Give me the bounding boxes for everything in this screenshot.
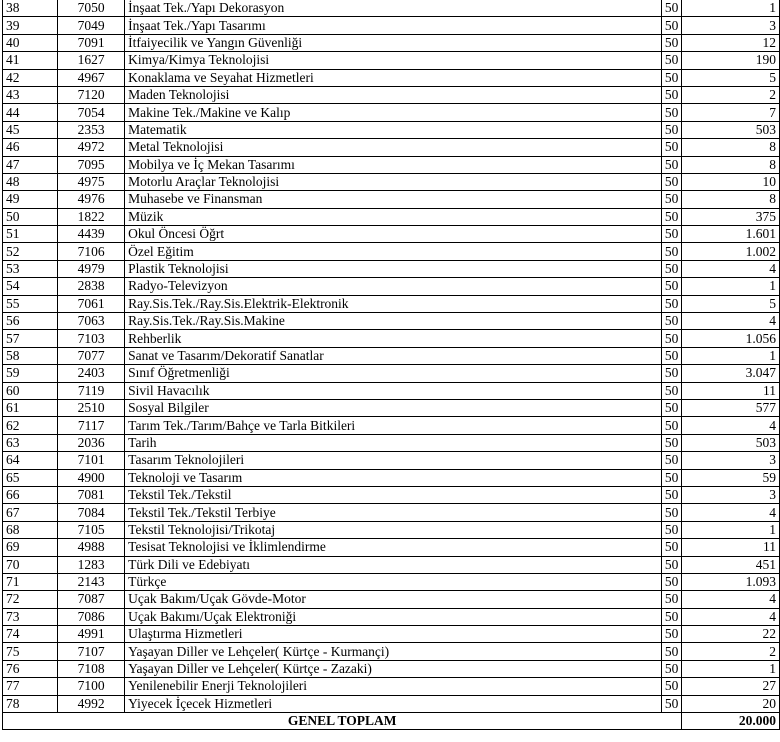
program-name: Uçak Bakımı/Uçak Elektroniği: [125, 608, 662, 625]
table-row: [3, 17, 780, 34]
program-code: 2353: [58, 121, 125, 138]
quota-value: 50: [661, 504, 682, 521]
table-row: [3, 486, 780, 503]
count-value: 8: [682, 156, 780, 173]
table-row: [3, 504, 780, 521]
row-number: 56: [3, 313, 58, 330]
program-code: 7063: [58, 313, 125, 330]
count-value: 12: [682, 34, 780, 51]
quota-value: 50: [661, 417, 682, 434]
count-value: 8: [682, 191, 780, 208]
program-code: 4972: [58, 139, 125, 156]
program-name: Konaklama ve Seyahat Hizmetleri: [125, 69, 662, 86]
program-code: 4992: [58, 695, 125, 712]
program-code: 2143: [58, 573, 125, 590]
program-code: 7095: [58, 156, 125, 173]
program-code: 7084: [58, 504, 125, 521]
count-value: 1: [682, 0, 780, 17]
row-number: 74: [3, 626, 58, 643]
quota-value: 50: [661, 434, 682, 451]
quota-value: 50: [661, 521, 682, 538]
program-name: Tasarım Teknolojileri: [125, 452, 662, 469]
program-name: Tesisat Teknolojisi ve İklimlendirme: [125, 539, 662, 556]
table-row: [3, 0, 780, 17]
row-number: 61: [3, 399, 58, 416]
table-row: [3, 399, 780, 416]
program-name: Sınıf Öğretmenliği: [125, 365, 662, 382]
count-value: 2: [682, 86, 780, 103]
row-number: 63: [3, 434, 58, 451]
program-code: 7061: [58, 295, 125, 312]
count-value: 1.601: [682, 226, 780, 243]
program-name: Yaşayan Diller ve Lehçeler( Kürtçe - Zazaki): [125, 660, 662, 677]
program-name: Yiyecek İçecek Hizmetleri: [125, 695, 662, 712]
quota-value: 50: [661, 469, 682, 486]
count-value: 4: [682, 504, 780, 521]
table-row: [3, 243, 780, 260]
quota-value: 50: [661, 104, 682, 121]
table-row: [3, 365, 780, 382]
table-row: [3, 539, 780, 556]
program-name: İnşaat Tek./Yapı Dekorasyon: [125, 0, 662, 17]
program-name: Ray.Sis.Tek./Ray.Sis.Elektrik-Elektronik: [125, 295, 662, 312]
table-row: [3, 573, 780, 590]
table-row: [3, 434, 780, 451]
program-code: 7119: [58, 382, 125, 399]
row-number: 75: [3, 643, 58, 660]
program-code: 7081: [58, 486, 125, 503]
quota-value: 50: [661, 278, 682, 295]
quota-value: 50: [661, 591, 682, 608]
count-value: 4: [682, 417, 780, 434]
quota-value: 50: [661, 86, 682, 103]
program-code: 4976: [58, 191, 125, 208]
table-row: [3, 660, 780, 677]
program-name: Sosyal Bilgiler: [125, 399, 662, 416]
program-name: Radyo-Televizyon: [125, 278, 662, 295]
row-number: 57: [3, 330, 58, 347]
count-value: 3: [682, 17, 780, 34]
program-code: 7101: [58, 452, 125, 469]
row-number: 53: [3, 260, 58, 277]
table-row: [3, 382, 780, 399]
quota-value: 50: [661, 330, 682, 347]
count-value: 1.093: [682, 573, 780, 590]
program-name: Tekstil Teknolojisi/Trikotaj: [125, 521, 662, 538]
table-row: [3, 347, 780, 364]
table-row: [3, 69, 780, 86]
row-number: 72: [3, 591, 58, 608]
program-code: 7049: [58, 17, 125, 34]
count-value: 4: [682, 591, 780, 608]
program-code: 7100: [58, 678, 125, 695]
quota-value: 50: [661, 452, 682, 469]
program-code: 2838: [58, 278, 125, 295]
program-name: Plastik Teknolojisi: [125, 260, 662, 277]
count-value: 7: [682, 104, 780, 121]
program-code: 7087: [58, 591, 125, 608]
row-number: 62: [3, 417, 58, 434]
table-row: [3, 86, 780, 103]
program-name: Rehberlik: [125, 330, 662, 347]
table-row: [3, 295, 780, 312]
quota-value: 50: [661, 626, 682, 643]
table-row: [3, 678, 780, 695]
table-row: [3, 521, 780, 538]
program-name: Yenilenebilir Enerji Teknolojileri: [125, 678, 662, 695]
row-number: 48: [3, 173, 58, 190]
count-value: 1: [682, 347, 780, 364]
row-number: 69: [3, 539, 58, 556]
count-value: 503: [682, 434, 780, 451]
quota-value: 50: [661, 34, 682, 51]
table-row: [3, 191, 780, 208]
row-number: 39: [3, 17, 58, 34]
count-value: 11: [682, 539, 780, 556]
count-value: 1.002: [682, 243, 780, 260]
row-number: 49: [3, 191, 58, 208]
quota-value: 50: [661, 695, 682, 712]
table-row: [3, 313, 780, 330]
row-number: 68: [3, 521, 58, 538]
row-number: 42: [3, 69, 58, 86]
count-value: 11: [682, 382, 780, 399]
program-name: Teknoloji ve Tasarım: [125, 469, 662, 486]
count-value: 577: [682, 399, 780, 416]
row-number: 44: [3, 104, 58, 121]
program-name: Makine Tek./Makine ve Kalıp: [125, 104, 662, 121]
row-number: 66: [3, 486, 58, 503]
table-row: [3, 104, 780, 121]
program-code: 7117: [58, 417, 125, 434]
program-name: Müzik: [125, 208, 662, 225]
quota-value: 50: [661, 0, 682, 17]
row-number: 40: [3, 34, 58, 51]
program-code: 7091: [58, 34, 125, 51]
row-number: 77: [3, 678, 58, 695]
count-value: 27: [682, 678, 780, 695]
program-name: İtfaiyecilik ve Yangın Güvenliği: [125, 34, 662, 51]
program-code: 1822: [58, 208, 125, 225]
table-row: [3, 695, 780, 712]
count-value: 190: [682, 52, 780, 69]
table-row: [3, 52, 780, 69]
row-number: 76: [3, 660, 58, 677]
count-value: 1.056: [682, 330, 780, 347]
row-number: 60: [3, 382, 58, 399]
quota-value: 50: [661, 17, 682, 34]
row-number: 64: [3, 452, 58, 469]
row-number: 67: [3, 504, 58, 521]
row-number: 50: [3, 208, 58, 225]
quota-value: 50: [661, 156, 682, 173]
program-name: Matematik: [125, 121, 662, 138]
program-code: 7050: [58, 0, 125, 17]
quota-value: 50: [661, 313, 682, 330]
count-value: 1: [682, 660, 780, 677]
quota-value: 50: [661, 347, 682, 364]
quota-value: 50: [661, 295, 682, 312]
program-code: 1627: [58, 52, 125, 69]
count-value: 5: [682, 69, 780, 86]
row-number: 71: [3, 573, 58, 590]
quota-value: 50: [661, 191, 682, 208]
program-name: Ulaştırma Hizmetleri: [125, 626, 662, 643]
quota-value: 50: [661, 556, 682, 573]
table-row: [3, 417, 780, 434]
program-name: Uçak Bakım/Uçak Gövde-Motor: [125, 591, 662, 608]
program-code: 4988: [58, 539, 125, 556]
program-name: Sivil Havacılık: [125, 382, 662, 399]
program-code: 2510: [58, 399, 125, 416]
table-row: [3, 643, 780, 660]
count-value: 59: [682, 469, 780, 486]
program-name: Özel Eğitim: [125, 243, 662, 260]
table-row: [3, 121, 780, 138]
program-code: 2403: [58, 365, 125, 382]
program-name: Muhasebe ve Finansman: [125, 191, 662, 208]
count-value: 20: [682, 695, 780, 712]
quota-value: 50: [661, 260, 682, 277]
quota-value: 50: [661, 399, 682, 416]
program-code: 7105: [58, 521, 125, 538]
quota-value: 50: [661, 208, 682, 225]
table-row: [3, 226, 780, 243]
row-number: 55: [3, 295, 58, 312]
program-name: İnşaat Tek./Yapı Tasarımı: [125, 17, 662, 34]
program-code: 4900: [58, 469, 125, 486]
table-row: [3, 591, 780, 608]
table-row: [3, 173, 780, 190]
count-value: 4: [682, 608, 780, 625]
program-name: Kimya/Kimya Teknolojisi: [125, 52, 662, 69]
program-code: 4991: [58, 626, 125, 643]
quota-value: 50: [661, 173, 682, 190]
quota-value: 50: [661, 678, 682, 695]
program-code: 7077: [58, 347, 125, 364]
quota-value: 50: [661, 573, 682, 590]
program-code: 4979: [58, 260, 125, 277]
row-number: 78: [3, 695, 58, 712]
count-value: 1: [682, 278, 780, 295]
count-value: 10: [682, 173, 780, 190]
quota-value: 50: [661, 121, 682, 138]
quota-value: 50: [661, 539, 682, 556]
table-row: [3, 278, 780, 295]
program-name: Ray.Sis.Tek./Ray.Sis.Makine: [125, 313, 662, 330]
program-name: Maden Teknolojisi: [125, 86, 662, 103]
program-name: Tekstil Tek./Tekstil: [125, 486, 662, 503]
total-value: 20.000: [682, 713, 780, 730]
row-number: 45: [3, 121, 58, 138]
quota-value: 50: [661, 243, 682, 260]
program-code: 7120: [58, 86, 125, 103]
table-row: [3, 452, 780, 469]
row-number: 59: [3, 365, 58, 382]
count-value: 5: [682, 295, 780, 312]
program-code: 7107: [58, 643, 125, 660]
program-code: 2036: [58, 434, 125, 451]
row-number: 58: [3, 347, 58, 364]
table-row: [3, 139, 780, 156]
row-number: 73: [3, 608, 58, 625]
quota-value: 50: [661, 660, 682, 677]
program-code: 7106: [58, 243, 125, 260]
quota-value: 50: [661, 382, 682, 399]
quota-value: 50: [661, 365, 682, 382]
program-name: Türk Dili ve Edebiyatı: [125, 556, 662, 573]
count-value: 3: [682, 452, 780, 469]
row-number: 51: [3, 226, 58, 243]
table-row: [3, 469, 780, 486]
program-code: 4967: [58, 69, 125, 86]
count-value: 3: [682, 486, 780, 503]
count-value: 451: [682, 556, 780, 573]
quota-value: 50: [661, 52, 682, 69]
program-code: 7054: [58, 104, 125, 121]
row-number: 70: [3, 556, 58, 573]
row-number: 65: [3, 469, 58, 486]
quota-value: 50: [661, 69, 682, 86]
row-number: 47: [3, 156, 58, 173]
program-name: Yaşayan Diller ve Lehçeler( Kürtçe - Kurmançi): [125, 643, 662, 660]
program-name: Tarım Tek./Tarım/Bahçe ve Tarla Bitkileri: [125, 417, 662, 434]
table-body: [3, 0, 780, 713]
count-value: 3.047: [682, 365, 780, 382]
program-name: Tarih: [125, 434, 662, 451]
program-name: Motorlu Araçlar Teknolojisi: [125, 173, 662, 190]
program-name: Sanat ve Tasarım/Dekoratif Sanatlar: [125, 347, 662, 364]
count-value: 2: [682, 643, 780, 660]
program-code: 1283: [58, 556, 125, 573]
program-name: Metal Teknolojisi: [125, 139, 662, 156]
count-value: 503: [682, 121, 780, 138]
program-name: Tekstil Tek./Tekstil Terbiye: [125, 504, 662, 521]
program-code: 7086: [58, 608, 125, 625]
count-value: 8: [682, 139, 780, 156]
count-value: 4: [682, 313, 780, 330]
count-value: 4: [682, 260, 780, 277]
program-code: 4439: [58, 226, 125, 243]
quota-value: 50: [661, 139, 682, 156]
count-value: 22: [682, 626, 780, 643]
row-number: 46: [3, 139, 58, 156]
program-name: Mobilya ve İç Mekan Tasarımı: [125, 156, 662, 173]
quota-value: 50: [661, 608, 682, 625]
table-row: [3, 608, 780, 625]
table-row: [3, 34, 780, 51]
program-name: Okul Öncesi Öğrt: [125, 226, 662, 243]
allocation-table: [2, 0, 780, 730]
quota-value: 50: [661, 643, 682, 660]
table-row: [3, 208, 780, 225]
row-number: 52: [3, 243, 58, 260]
row-number: 38: [3, 0, 58, 17]
program-code: 4975: [58, 173, 125, 190]
table-row: [3, 330, 780, 347]
table-row: [3, 626, 780, 643]
table-row: [3, 260, 780, 277]
program-code: 7103: [58, 330, 125, 347]
quota-value: 50: [661, 486, 682, 503]
program-name: Türkçe: [125, 573, 662, 590]
total-row: [3, 713, 780, 730]
table-row: [3, 556, 780, 573]
table-row: [3, 156, 780, 173]
count-value: 1: [682, 521, 780, 538]
program-code: 7108: [58, 660, 125, 677]
row-number: 41: [3, 52, 58, 69]
row-number: 54: [3, 278, 58, 295]
count-value: 375: [682, 208, 780, 225]
row-number: 43: [3, 86, 58, 103]
quota-value: 50: [661, 226, 682, 243]
total-label: GENEL TOPLAM: [3, 713, 682, 730]
